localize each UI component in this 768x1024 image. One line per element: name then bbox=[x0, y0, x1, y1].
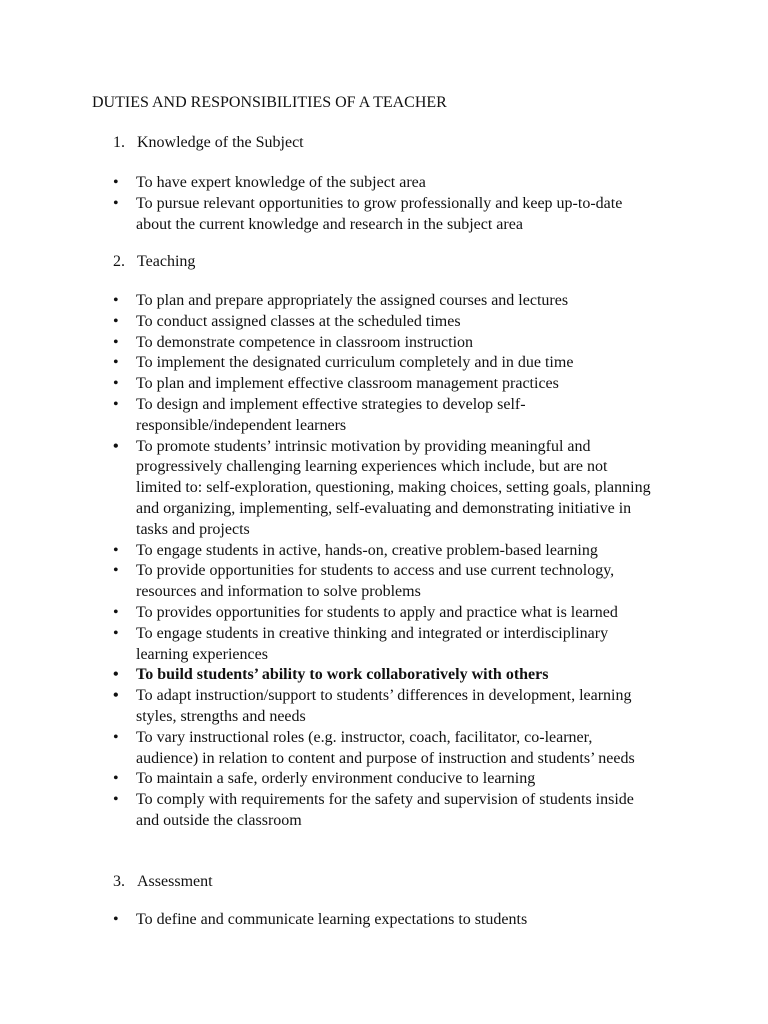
list-item-text: To plan and implement effective classroom management practices bbox=[136, 375, 559, 393]
list-item-text: To build students’ ability to work collaboratively with others bbox=[136, 666, 549, 684]
bullet-icon: • bbox=[113, 333, 119, 351]
bullet-icon: • bbox=[113, 603, 119, 621]
list-item-text: To plan and prepare appropriately the assigned courses and lectures bbox=[136, 292, 569, 309]
list-item-text: To comply with requirements for the safety and supervision of students inside and outside the classroom bbox=[136, 791, 634, 829]
bullet-icon: • bbox=[113, 562, 119, 580]
list-item bbox=[113, 333, 653, 354]
bullet-icon: • bbox=[113, 666, 119, 684]
bullet-icon: • bbox=[113, 312, 119, 330]
list-item-text: To engage students in active, hands-on, creative problem-based learning bbox=[136, 541, 598, 559]
section-title: Assessment bbox=[137, 873, 213, 890]
list-item bbox=[113, 686, 653, 728]
list-item bbox=[113, 312, 653, 333]
list-item bbox=[113, 194, 653, 236]
list-item-text: To adapt instruction/support to students’ differences in development, learning styles, strengths and needs bbox=[136, 687, 632, 725]
list-item-text: To define and communicate learning expectations to students bbox=[136, 911, 528, 928]
list-item-text: To conduct assigned classes at the scheduled times bbox=[136, 312, 461, 330]
bullet-icon: • bbox=[113, 770, 119, 788]
bullet-icon: • bbox=[113, 375, 119, 393]
bullet-icon: • bbox=[113, 911, 119, 928]
bullet-icon: • bbox=[113, 687, 119, 705]
list-item bbox=[113, 437, 653, 541]
section-title: Knowledge of the Subject bbox=[137, 134, 304, 151]
list-item bbox=[113, 173, 653, 194]
section-heading-assessment bbox=[113, 872, 213, 893]
list-item bbox=[113, 561, 653, 603]
list-item bbox=[113, 541, 653, 562]
list-item-text: To pursue relevant opportunities to grow professionally and keep up-to-date about the current knowledge and research in the subject area bbox=[136, 194, 623, 233]
list-item-text: To have expert knowledge of the subject area bbox=[136, 174, 426, 191]
list-item-text: To promote students’ intrinsic motivation by providing meaningful and progressively challenging learning experiences which include, but are not limited to: self-exploration, questioning, making choices, setting goals, planning and organizing, implementing, self-evaluating and demonstrating initiative in tasks and projects bbox=[136, 437, 651, 538]
list-item-text: To implement the designated curriculum completely and in due time bbox=[136, 354, 574, 372]
section-number: 1. bbox=[113, 134, 125, 151]
section-title: Teaching bbox=[137, 253, 196, 270]
list-item bbox=[113, 291, 653, 312]
document-title: DUTIES AND RESPONSIBILITIES OF A TEACHER bbox=[92, 94, 447, 111]
list-item bbox=[113, 395, 653, 437]
teaching-list bbox=[113, 291, 653, 832]
list-item-text: To provide opportunities for students to access and use current technology, resources and information to solve problems bbox=[136, 562, 615, 601]
bullet-icon: • bbox=[113, 624, 119, 642]
list-item-text: To provides opportunities for students to apply and practice what is learned bbox=[136, 603, 618, 621]
bullet-icon: • bbox=[113, 395, 119, 413]
knowledge-list bbox=[113, 173, 653, 235]
bullet-icon: • bbox=[113, 728, 119, 746]
bullet-icon: • bbox=[113, 194, 119, 212]
section-number: 3. bbox=[113, 873, 125, 890]
section-number: 2. bbox=[113, 253, 125, 270]
list-item bbox=[113, 910, 653, 931]
list-item bbox=[113, 374, 653, 395]
bullet-icon: • bbox=[113, 354, 119, 372]
list-item bbox=[113, 790, 653, 832]
list-item bbox=[113, 665, 653, 686]
list-item-text: To engage students in creative thinking and integrated or interdisciplinary learning experiences bbox=[136, 624, 609, 663]
list-item bbox=[113, 624, 653, 666]
list-item-text: To design and implement effective strategies to develop self-responsible/independent learners bbox=[136, 395, 526, 434]
bullet-icon: • bbox=[113, 541, 119, 559]
bullet-icon: • bbox=[113, 437, 119, 455]
bullet-icon: • bbox=[113, 791, 119, 809]
section-heading-teaching bbox=[113, 252, 195, 273]
assessment-list bbox=[113, 910, 653, 931]
list-item-text: To demonstrate competence in classroom instruction bbox=[136, 333, 474, 351]
list-item-text: To maintain a safe, orderly environment conducive to learning bbox=[136, 770, 536, 788]
bullet-icon: • bbox=[113, 174, 119, 191]
list-item bbox=[113, 769, 653, 790]
bullet-icon: • bbox=[113, 292, 119, 309]
list-item bbox=[113, 603, 653, 624]
list-item-text: To vary instructional roles (e.g. instructor, coach, facilitator, co-learner, audience) in relation to content and purpose of instruction and students’ needs bbox=[136, 728, 635, 767]
list-item bbox=[113, 353, 653, 374]
section-heading-knowledge bbox=[113, 133, 304, 154]
list-item bbox=[113, 728, 653, 770]
